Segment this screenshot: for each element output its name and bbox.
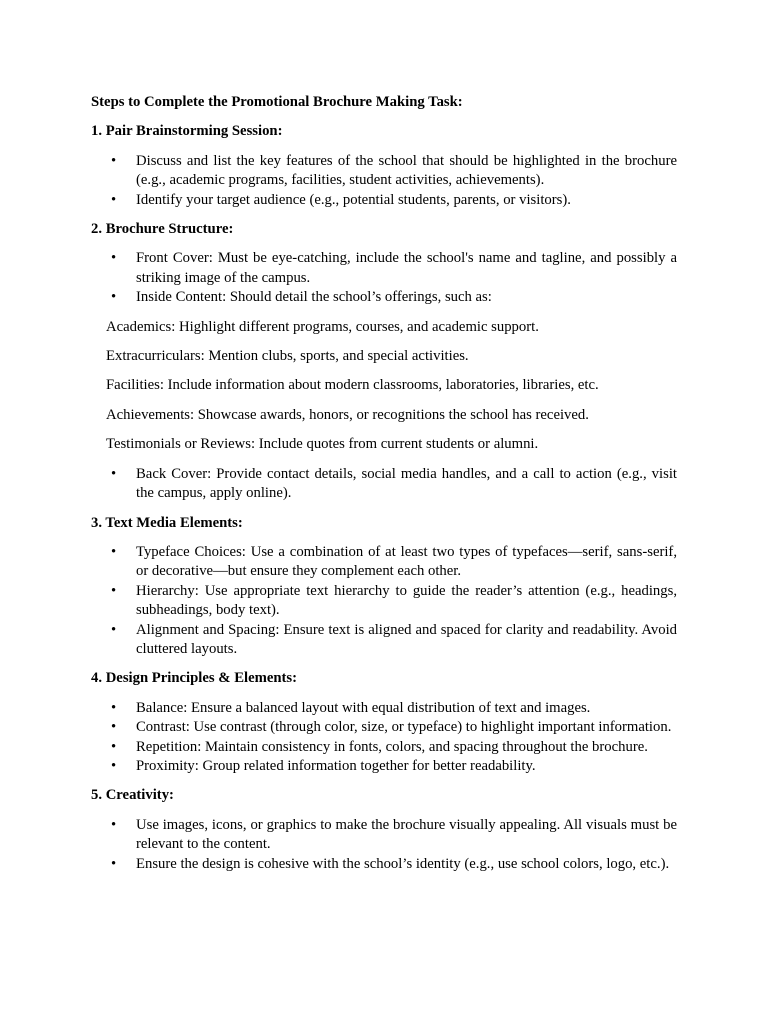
bullet-list [91, 152, 677, 210]
list-item [91, 582, 677, 621]
bullet-icon: • [111, 250, 117, 267]
bullet-icon: • [111, 465, 117, 482]
bullet-list [91, 465, 677, 504]
list-item-text: Balance: Ensure a balanced layout with equal distribution of text and images. [136, 699, 591, 716]
list-item [91, 621, 677, 660]
section-heading: 1. Pair Brainstorming Session: [91, 123, 283, 140]
body-paragraph: Testimonials or Reviews: Include quotes from current students or alumni. [106, 436, 539, 453]
bullet-icon: • [111, 289, 117, 306]
document-title: Steps to Complete the Promotional Brochure Making Task: [91, 94, 463, 110]
list-item [91, 543, 677, 582]
bullet-icon: • [111, 699, 117, 716]
bullet-icon: • [111, 757, 117, 774]
body-paragraph: Facilities: Include information about modern classrooms, laboratories, libraries, etc. [106, 377, 599, 394]
section-heading: 5. Creativity: [91, 787, 174, 804]
bullet-icon: • [111, 582, 117, 599]
bullet-icon: • [111, 719, 117, 736]
bullet-icon: • [111, 855, 117, 872]
bullet-icon: • [111, 191, 117, 208]
bullet-icon: • [111, 738, 117, 755]
document-page [91, 93, 677, 884]
list-item-text: Repetition: Maintain consistency in fonts, colors, and spacing throughout the brochure. [136, 738, 648, 755]
list-item-text: Identify your target audience (e.g., potential students, parents, or visitors). [136, 191, 571, 208]
section-heading: 3. Text Media Elements: [91, 514, 243, 531]
body-paragraph: Achievements: Showcase awards, honors, or recognitions the school has received. [106, 406, 589, 423]
list-item [91, 152, 677, 191]
bullet-icon: • [111, 816, 117, 833]
bullet-icon: • [111, 543, 117, 560]
list-item-text: Hierarchy: Use appropriate text hierarchy to guide the reader’s attention (e.g., headings, subheadings, body text). [136, 582, 677, 619]
bullet-list [91, 249, 677, 307]
list-item-text: Inside Content: Should detail the school’s offerings, such as: [136, 289, 492, 306]
list-item [91, 249, 677, 288]
list-item-text: Use images, icons, or graphics to make the brochure visually appealing. All visuals must be relevant to the content. [136, 816, 677, 853]
bullet-icon: • [111, 621, 117, 638]
body-paragraph: Extracurriculars: Mention clubs, sports, and special activities. [106, 348, 469, 365]
list-item [91, 855, 677, 874]
bullet-list [91, 816, 677, 874]
bullet-list [91, 543, 677, 659]
bullet-list [91, 699, 677, 777]
list-item [91, 699, 677, 718]
section-heading: 4. Design Principles & Elements: [91, 670, 298, 687]
list-item [91, 757, 677, 776]
list-item-text: Typeface Choices: Use a combination of at least two types of typefaces—serif, sans-serif, or decorative—but ensure they complement each other. [136, 543, 677, 580]
list-item [91, 738, 677, 757]
list-item-text: Alignment and Spacing: Ensure text is aligned and spaced for clarity and readability. Avoid cluttered layouts. [136, 621, 677, 657]
bullet-icon: • [111, 152, 117, 169]
list-item-text: Back Cover: Provide contact details, social media handles, and a call to action (e.g., visit the campus, apply online). [136, 465, 677, 502]
body-paragraph: Academics: Highlight different programs, courses, and academic support. [106, 318, 539, 335]
list-item [91, 288, 677, 307]
list-item-text: Contrast: Use contrast (through color, size, or typeface) to highlight important information. [136, 719, 672, 736]
list-item [91, 191, 677, 210]
list-item [91, 465, 677, 504]
section-heading: 2. Brochure Structure: [91, 221, 234, 238]
list-item-text: Proximity: Group related information together for better readability. [136, 757, 536, 774]
list-item-text: Ensure the design is cohesive with the school’s identity (e.g., use school colors, logo, etc.). [136, 855, 670, 872]
list-item-text: Front Cover: Must be eye-catching, include the school's name and tagline, and possibly a striking image of the campus. [136, 250, 677, 286]
list-item [91, 816, 677, 855]
list-item-text: Discuss and list the key features of the school that should be highlighted in the brochure (e.g., academic programs, facilities, student activities, achievements). [136, 152, 677, 189]
list-item [91, 718, 677, 737]
